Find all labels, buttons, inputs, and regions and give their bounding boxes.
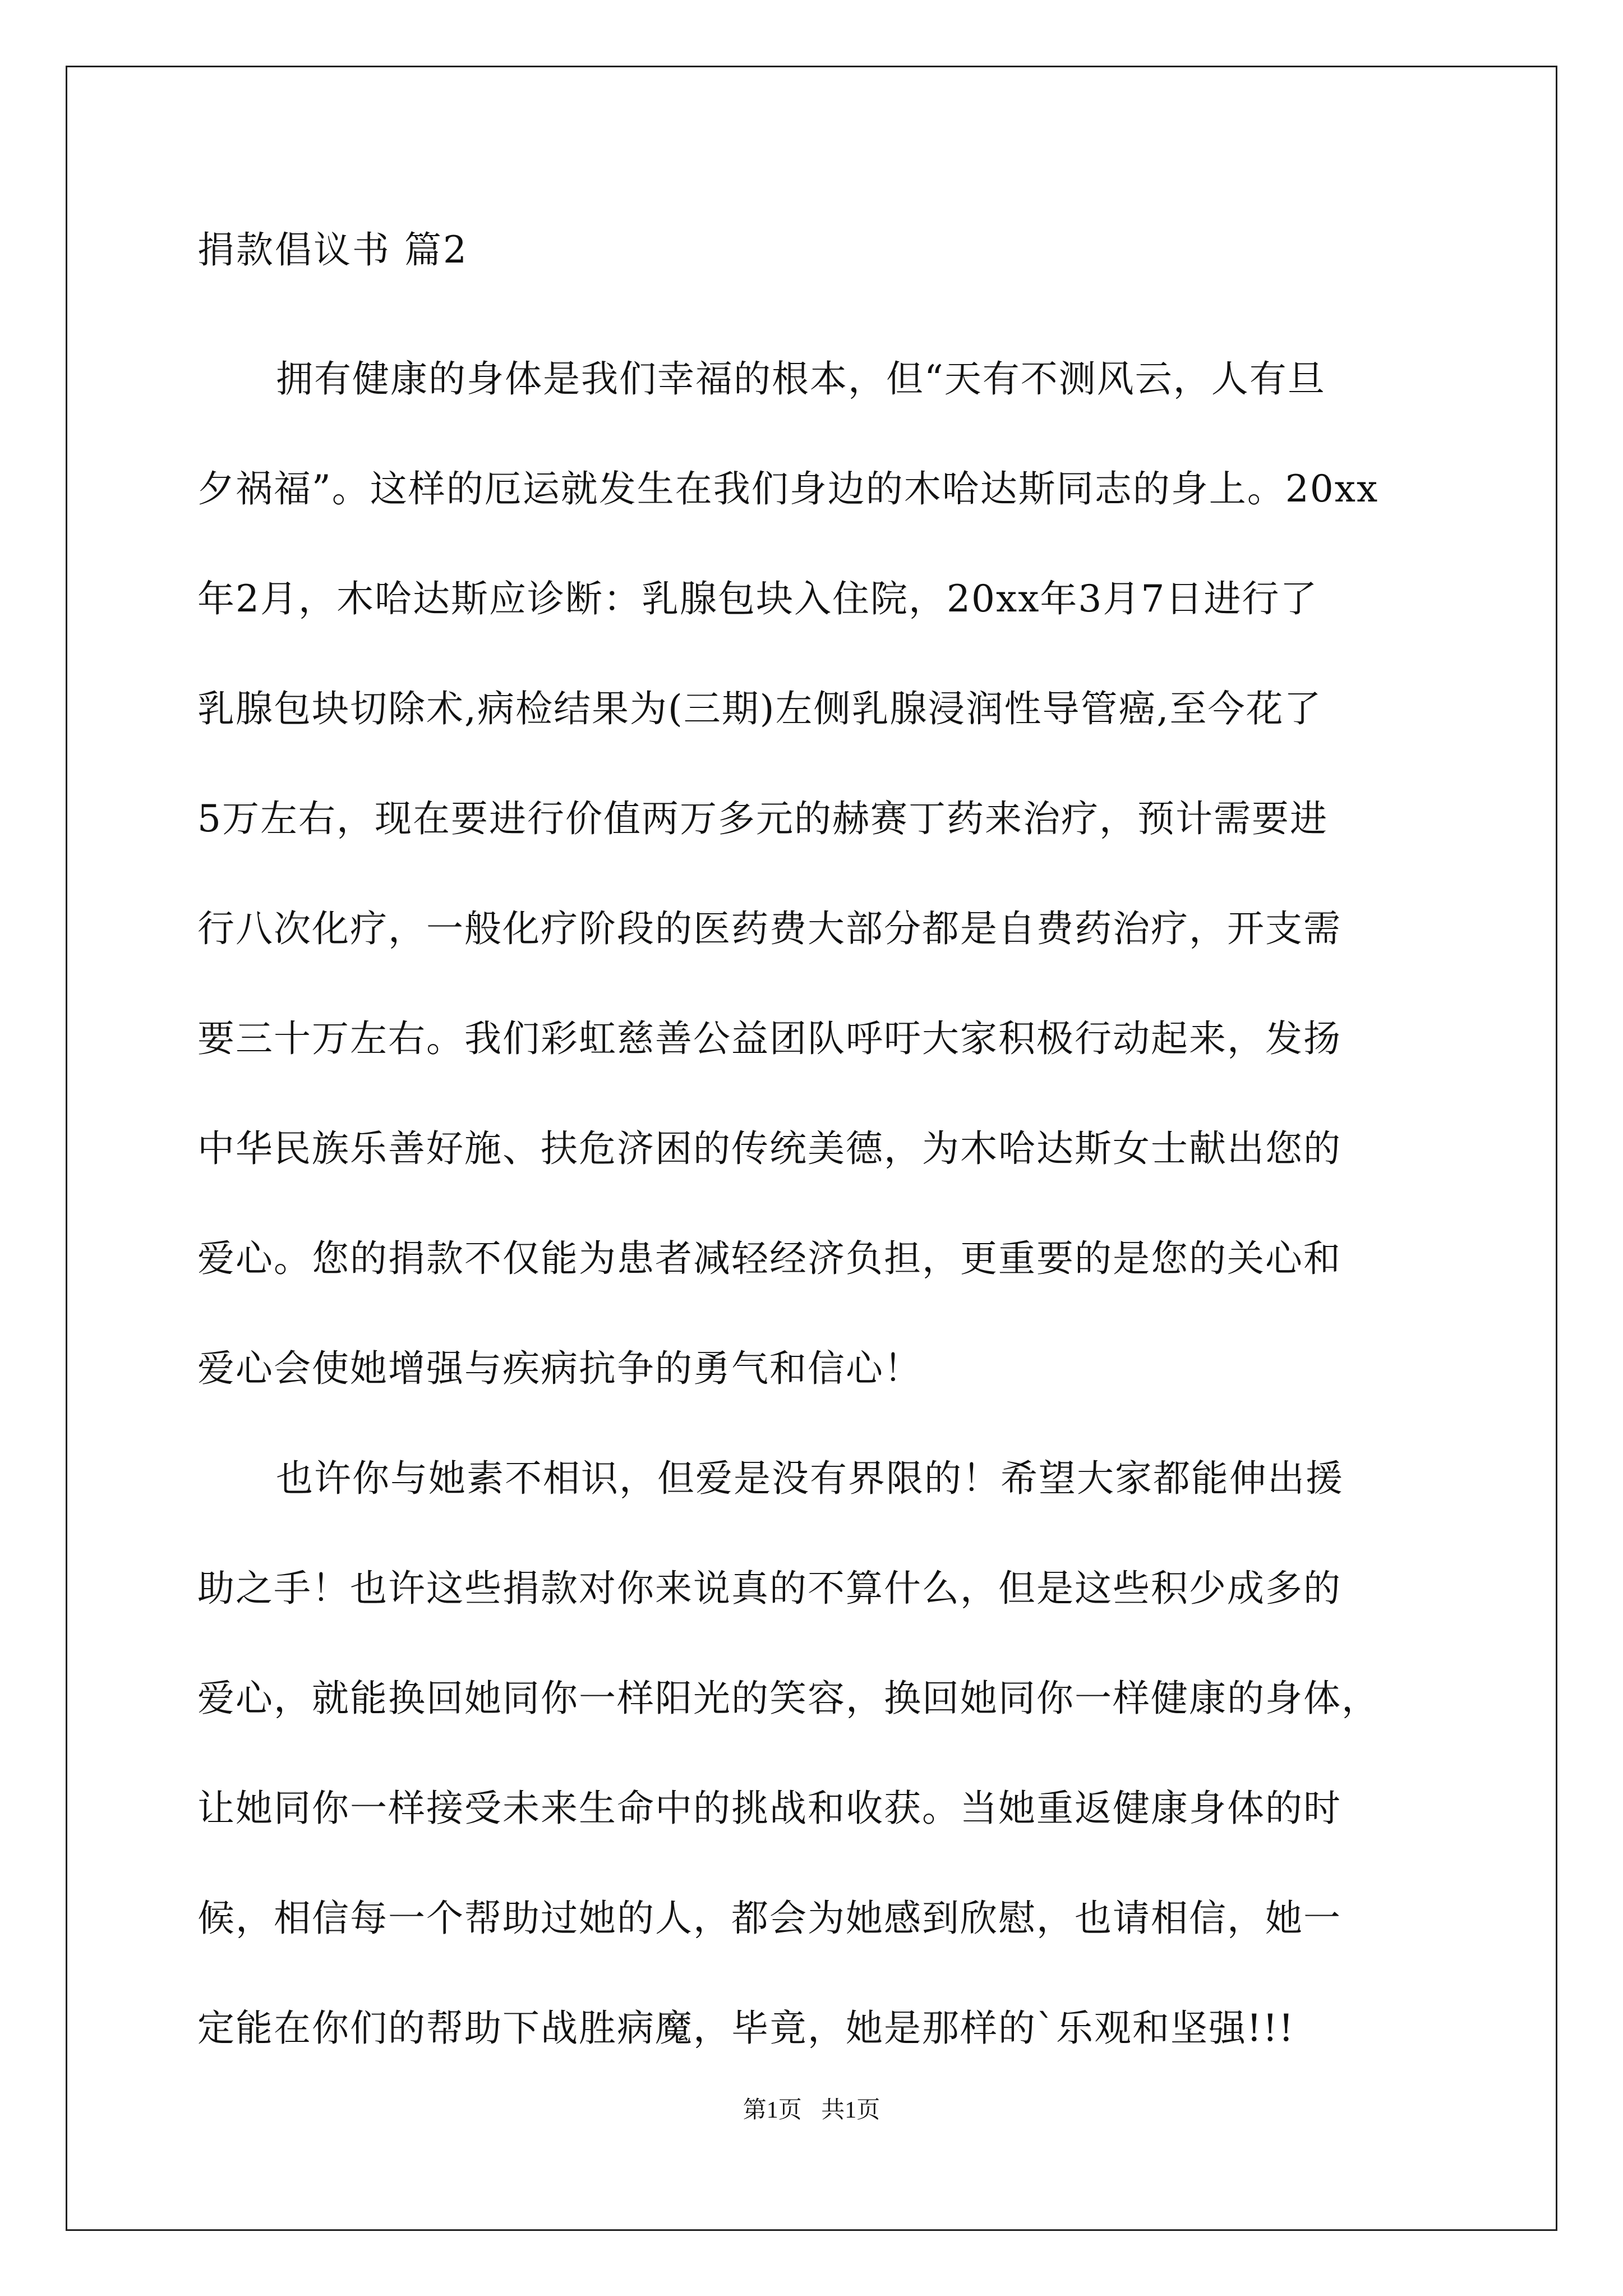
paragraph-line: 中华民族乐善好施、扶危济困的传统美德，为木哈达斯女士献出您的 (197, 1127, 1341, 1170)
paragraph-line: 要三十万左右。我们彩虹慈善公益团队呼吁大家积极行动起来，发扬 (197, 1017, 1341, 1060)
paragraph-2 (197, 1424, 1431, 2083)
page-number-total: 共1页 (821, 2097, 880, 2123)
paragraph-line: 5万左右，现在要进行价值两万多元的赫赛丁药来治疗，预计需要进 (197, 797, 1328, 840)
paragraph-line: 行八次化疗，一般化疗阶段的医药费大部分都是自费药治疗，开支需 (197, 907, 1341, 950)
paragraph-line: 让她同你一样接受未来生命中的挑战和收获。当她重返健康身体的时 (197, 1787, 1341, 1830)
paragraph-line: 助之手！也许这些捐款对你来说真的不算什么，但是这些积少成多的 (197, 1567, 1341, 1610)
paragraph-line: 乳腺包块切除术,病检结果为(三期)左侧乳腺浸润性导管癌,至今花了 (197, 687, 1322, 730)
paragraph-line: 爱心，就能换回她同你一样阳光的笑容，换回她同你一样健康的身体， (197, 1677, 1380, 1720)
paragraph-line: 夕祸福”。这样的厄运就发生在我们身边的木哈达斯同志的身上。20xx (197, 467, 1379, 510)
paragraph-line: 也许你与她素不相识，但爱是没有界限的！希望大家都能伸出援 (276, 1457, 1344, 1500)
paragraph-line: 年2月，木哈达斯应诊断：乳腺包块入住院，20xx年3月7日进行了 (197, 577, 1318, 620)
page-footer (0, 2093, 1623, 2127)
document-title: 捐款倡议书 篇2 (197, 228, 468, 272)
paragraph-line: 候，相信每一个帮助过她的人，都会为她感到欣慰，也请相信，她一 (197, 1897, 1341, 1940)
paragraph-line: 拥有健康的身体是我们幸福的根本，但“天有不测风云，人有旦 (276, 357, 1326, 401)
paragraph-line: 定能在你们的帮助下战胜病魔，毕竟，她是那样的`乐观和坚强!!! (197, 2007, 1295, 2050)
document-body (197, 223, 1431, 2083)
paragraph-line: 爱心。您的捐款不仅能为患者减轻经济负担，更重要的是您的关心和 (197, 1237, 1341, 1280)
page-number-current: 第1页 (743, 2097, 802, 2123)
paragraph-1 (197, 324, 1431, 1424)
paragraph-line: 爱心会使她增强与疾病抗争的勇气和信心！ (197, 1347, 922, 1390)
